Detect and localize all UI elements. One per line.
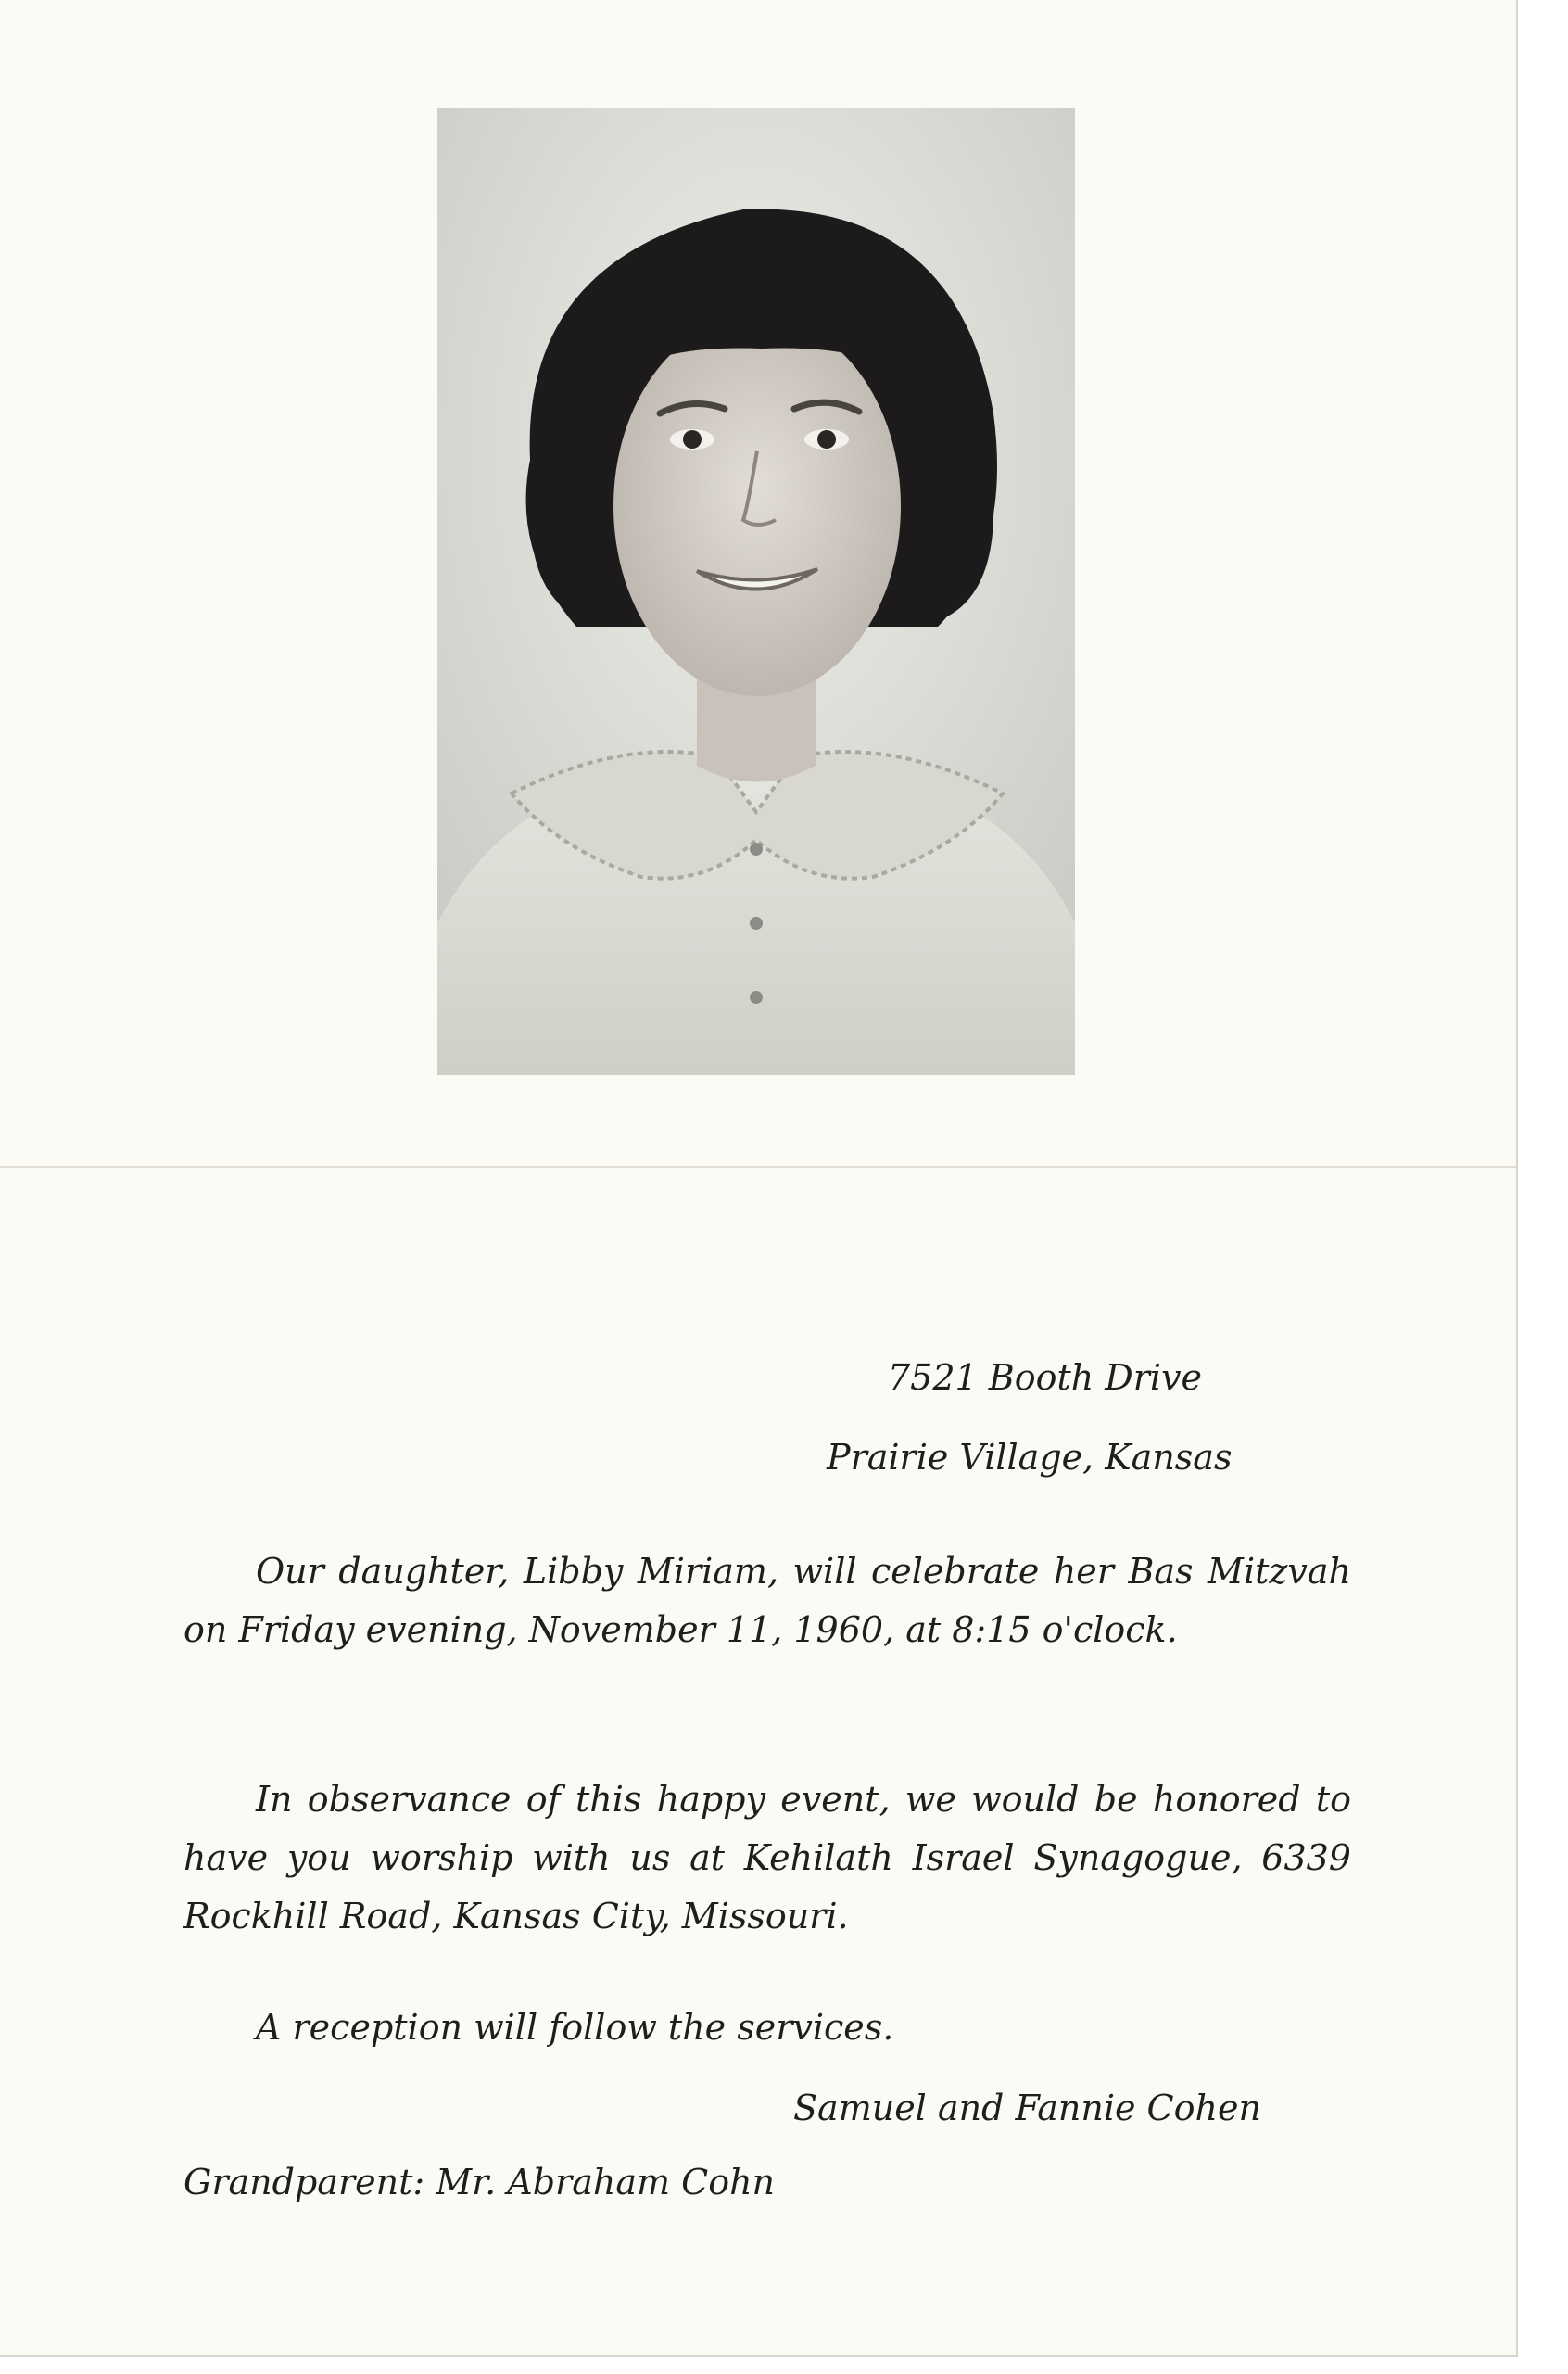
portrait-photo — [437, 108, 1075, 1075]
invitation-paragraph-3: A reception will follow the services. — [256, 2007, 894, 2048]
signature: Samuel and Fannie Cohen — [793, 2088, 1261, 2128]
address-line-2: Prairie Village, Kansas — [827, 1437, 1233, 1478]
card-fold-line — [0, 1166, 1516, 1168]
portrait-image — [437, 108, 1075, 1075]
invitation-paragraph-2: In observance of this happy event, we would be honored to have you worship with us at Kehilath Israel Synagogue, 6339 Rockhill Road, Kansas City, Missouri. — [183, 1779, 1351, 1936]
invitation-paragraph-1: Our daughter, Libby Miriam, will celebrate her Bas Mitzvah on Friday evening, November 11, 1960, at 8:15 o'clock. — [183, 1551, 1351, 1650]
grandparent-line: Grandparent: Mr. Abraham Cohn — [183, 2162, 776, 2203]
address-line-1: 7521 Booth Drive — [888, 1357, 1203, 1398]
